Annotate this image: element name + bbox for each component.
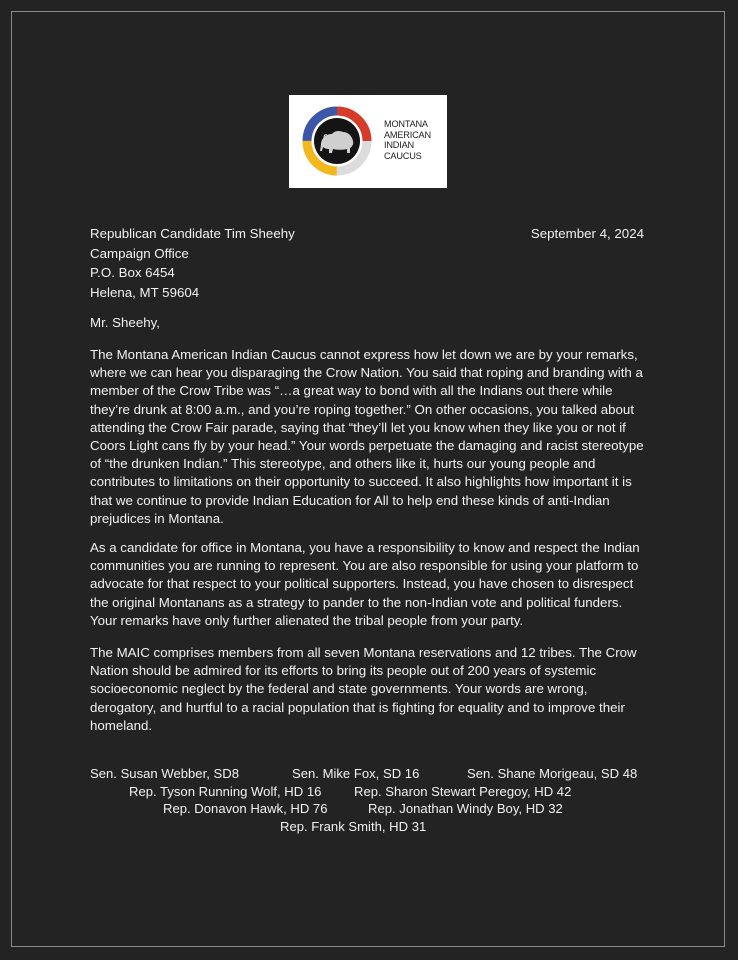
paragraph-line: contributes to limitations on their opportunity to succeed. It also highlights how important it is xyxy=(90,474,632,490)
paragraph-line: Your remarks have only further alienated the tribal people from your party. xyxy=(90,612,524,628)
signatory: Rep. Tyson Running Wolf, HD 16 xyxy=(129,783,322,799)
logo-line: AMERICAN xyxy=(384,129,431,140)
salutation: Mr. Sheehy, xyxy=(90,315,160,330)
paragraph-1 xyxy=(90,346,660,528)
signatory: Rep. Sharon Stewart Peregoy, HD 42 xyxy=(354,783,572,799)
paragraph-line: where we can hear you disparaging the Crow Nation. You said that roping and branding with a xyxy=(90,365,643,381)
paragraph-line: they’re drunk at 8:00 a.m., and you’re roping together.” On other occasions, you talked about xyxy=(90,401,635,417)
paragraph-line: The MAIC comprises members from all seven Montana reservations and 12 tribes. The Crow xyxy=(90,645,637,660)
paragraph-line: derogatory, and hurtful to a racial population that is fighting for equality and to improve their xyxy=(90,699,625,715)
paragraph-line: As a candidate for office in Montana, you have a responsibility to know and respect the Indian xyxy=(90,540,640,555)
paragraph-line: advocate for that respect to your political supporters. Instead, you have chosen to disrespect xyxy=(90,576,634,592)
maic-logo xyxy=(289,95,447,188)
paragraph-line: that we continue to provide Indian Education for All to help end these kinds of anti-Indian xyxy=(90,492,610,508)
logo-line: MONTANA xyxy=(384,119,428,129)
signatory: Sen. Susan Webber, SD8 xyxy=(90,766,239,781)
address-line: P.O. Box 6454 xyxy=(90,265,175,280)
paragraph-line: prejudices in Montana. xyxy=(90,510,224,526)
signatory: Sen. Mike Fox, SD 16 xyxy=(292,766,420,781)
signatory: Sen. Shane Morigeau, SD 48 xyxy=(467,766,638,781)
logo-line: INDIAN xyxy=(384,140,414,150)
paragraph-line: The Montana American Indian Caucus cannot express how let down we are by your remarks, xyxy=(90,347,638,362)
signatory: Rep. Frank Smith, HD 31 xyxy=(280,818,427,834)
paragraph-line: member of the Crow Tribe was “…a great way to bond with all the Indians out there while xyxy=(90,383,613,399)
paragraph-line: attending the Crow Fair parade, saying that “they’ll let you know when they like you or not if xyxy=(90,419,626,435)
address-line: Campaign Office xyxy=(90,245,189,261)
paragraph-3 xyxy=(90,644,660,735)
letter-date: September 4, 2024 xyxy=(530,226,644,241)
paragraph-line: socioeconomic neglect by the federal and state governments. Your words are wrong, xyxy=(90,681,588,697)
paragraph-2 xyxy=(90,539,660,630)
paragraph-line: the original Montanans as a strategy to pander to the non-Indian vote and political funders. xyxy=(90,594,623,610)
recipient-address xyxy=(90,224,295,302)
address-line: Republican Candidate Tim Sheehy xyxy=(90,226,295,241)
logo-wordmark xyxy=(384,119,444,161)
paragraph-line: Nation should be admired for its efforts to bring its people out of 200 years of systemic xyxy=(90,663,597,679)
address-line: Helena, MT 59604 xyxy=(90,284,200,300)
paragraph-line: of “the drunken Indian.” This stereotype, and others like it, hurts our young people and xyxy=(90,456,596,472)
signatory: Rep. Jonathan Windy Boy, HD 32 xyxy=(368,801,563,816)
medicine-wheel-bison-icon xyxy=(301,105,373,177)
logo-line: CAUCUS xyxy=(384,150,422,161)
signatory: Rep. Donavon Hawk, HD 76 xyxy=(163,801,328,816)
paragraph-line: Coors Light cans fly by your head.” Your words perpetuate the damaging and racist stereotype xyxy=(90,438,644,454)
paragraph-line: communities you are running to represent. You are also responsible for using your platform to xyxy=(90,558,639,574)
paragraph-line: homeland. xyxy=(90,717,153,733)
